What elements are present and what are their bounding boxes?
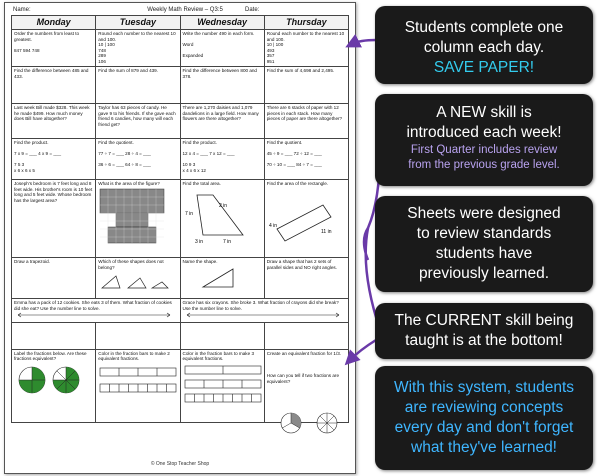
cell-r5-thu	[264, 180, 348, 258]
callout-line: Sheets were designed	[407, 205, 561, 222]
cell-r1-wed	[180, 30, 264, 67]
day-tuesday: Tuesday	[96, 16, 180, 30]
cell-text: What is the area of the figure?	[98, 181, 160, 186]
cell-text: Name the shape.	[182, 259, 218, 264]
cell-text: Grace has six crayons. She broke 3. What fraction of crayons did she break? Use the number line to solve.	[182, 300, 339, 311]
shapes-figure	[98, 270, 170, 292]
cell-r1-thu	[264, 30, 348, 67]
cell-r1-tue	[96, 30, 180, 67]
cell-r3-mon: Last week Bill made $328. This week he made $499. How much money does Bill have altogether?	[12, 104, 96, 139]
cell-r2-thu: Find the sum of 4,698 and 2,495.	[264, 67, 348, 104]
cell-text: Write the number 490 in each form. Word Expanded	[182, 31, 255, 59]
callout-system	[375, 366, 593, 470]
cell-text: Find the quotient. 77 ÷ 7 = ___ 28 ÷ 4 = ___ 36 ÷ 6 = ___ 64 ÷ 8 = ___	[98, 140, 151, 168]
cell-r5-wed	[180, 180, 264, 258]
cell-r7-left	[12, 299, 181, 323]
cell-r8-wed	[180, 322, 264, 349]
cell-text: Create an equivalent fraction for 1/3. How can you tell if two fractions are equivalent?	[266, 350, 342, 384]
cell-text: Round each number to the nearest 10 and 100. 10 | 100 748 289 106	[98, 31, 176, 64]
cell-text: Find the total area.	[182, 181, 221, 186]
callout-line: are reviewing concepts	[404, 399, 564, 416]
cell-r4-tue	[96, 139, 180, 180]
cell-r3-thu: There are 6 stacks of paper with 12 pieces in each stack. How many pieces of paper are there altogether?	[264, 104, 348, 139]
fraction-circles	[14, 362, 86, 402]
cell-r8-thu	[264, 322, 348, 349]
cell-r6-tue	[96, 258, 180, 299]
cell-text: Find the area of the rectangle.	[266, 181, 329, 186]
weekly-review-table	[11, 15, 349, 423]
cell-r5-tue	[96, 180, 180, 258]
callout-new-skill	[375, 94, 593, 186]
worksheet	[4, 2, 356, 474]
triangle-figure	[183, 265, 255, 289]
cell-r6-wed	[180, 258, 264, 299]
callout-line: column each day.	[423, 39, 545, 56]
callout-line: introduced each week!	[406, 124, 562, 141]
callout-line: previously learned.	[418, 265, 550, 282]
callout-line: A NEW skill is	[436, 104, 532, 121]
cell-r2-mon: Find the difference between 485 and 433.	[12, 67, 96, 104]
callout-line: With this system, students	[393, 379, 575, 396]
cell-r5-mon: Joseph's bedroom is 7 feet long and 8 feet wide. His brother's room is 10 feet long and 5 feet wide. Whose bedroom has the largest area?	[12, 180, 96, 258]
cell-r8-tue	[96, 322, 180, 349]
cell-r9-mon	[12, 349, 96, 422]
callout-line: taught is at the bottom!	[405, 332, 563, 349]
cell-r3-tue: Taylor has 63 pieces of candy. He gave 9 to his friends. If she gave each friend 6 candies, how many will each friend get?	[96, 104, 180, 139]
cell-r6-thu: Draw a shape that has 2 sets of parallel sides and NO right angles.	[264, 258, 348, 299]
cell-text: Find the product. 12 x 4 = ___ 7 x 12 = ___ 10 9 3 x 4 x 6 x 12	[182, 140, 235, 173]
cell-r4-thu	[264, 139, 348, 180]
cell-text: Emma has a pack of 12 cookies. She eats 3 of them. What fraction of cookies did she eat? Use the number line to solve.	[14, 300, 172, 311]
cell-r3-wed: There are 1,270 daisies and 1,079 dandelions in a large field. How many flowers are there altogether?	[180, 104, 264, 139]
callout-line: Students complete one	[404, 19, 564, 36]
callout-line: students have	[435, 245, 533, 262]
cell-text: Round each number to the nearest 10 and 100. 10 | 100 493 357 951	[266, 31, 345, 64]
cell-r4-wed	[180, 139, 264, 180]
callout-line: every day and don't forget	[394, 419, 574, 436]
callout-save-paper	[375, 6, 593, 84]
worksheet-title: Weekly Math Review – Q3:5	[147, 7, 223, 13]
dim-label-b: 2 in	[218, 202, 227, 209]
name-label: Name:	[13, 7, 31, 13]
dim-label-c: 3 in	[194, 238, 203, 245]
rect-width-label: 11 in	[320, 228, 332, 235]
day-wednesday: Wednesday	[180, 16, 264, 30]
callout-line: SAVE PAPER!	[433, 59, 535, 76]
dim-label-d: 7 in	[222, 238, 231, 245]
number-line-right	[183, 311, 343, 319]
date-label: Date:	[245, 7, 260, 13]
day-monday: Monday	[12, 16, 96, 30]
cell-r9-tue	[96, 349, 180, 422]
cell-r6-mon: Draw a trapezoid.	[12, 258, 96, 299]
callout-line: The CURRENT skill being	[394, 312, 574, 329]
cell-r7-right	[180, 299, 349, 323]
cell-r1-mon	[12, 30, 96, 67]
callout-line: to review standards	[416, 225, 552, 242]
l-shape-figure	[183, 187, 255, 245]
callout-line: what they've learned!	[411, 439, 557, 456]
cell-r2-tue: Find the sum of 879 and 439.	[96, 67, 180, 104]
cell-text: Find the product. 7 x 9 = ___ 4 x 9 = ___ 7 5 3 x 6 x 6 x 5	[14, 140, 61, 173]
cell-text: Find the quotient. 45 ÷ 9 = ___ 72 ÷ 12 = ___ 70 ÷ 10 = ___ 84 ÷ 7 = ___	[266, 140, 322, 168]
callout-review-standards	[375, 196, 593, 292]
cell-r4-mon	[12, 139, 96, 180]
dim-label-a: 7 in	[184, 210, 193, 217]
cell-r2-wed: Find the difference between 800 and 378.	[180, 67, 264, 104]
thirds-circles	[279, 411, 349, 437]
cell-r9-wed	[180, 349, 264, 422]
copyright: © One Stop Teacher Shop	[150, 461, 210, 467]
cell-r8-mon	[12, 322, 96, 349]
callout-line: from the previous grade level.	[408, 159, 560, 171]
fraction-bars-3	[183, 362, 263, 406]
cell-text: Color in the fraction bars to make 3 equivalent fractions.	[182, 350, 254, 362]
number-line-left	[14, 311, 174, 319]
callout-current-skill	[375, 303, 593, 359]
area-grid-figure	[98, 187, 170, 247]
cell-text: Label the fractions below. Are these fractions equivalent?	[14, 350, 87, 362]
cell-text: Color in the fraction bars to make 2 equivalent fractions.	[98, 350, 170, 362]
cell-text: Which of these shapes does not belong?	[98, 259, 164, 270]
callout-line: First Quarter includes review	[410, 144, 558, 156]
day-thursday: Thursday	[264, 16, 348, 30]
rectangle-figure	[267, 187, 339, 243]
rect-height-label: 4 in	[268, 222, 277, 229]
fraction-bars-2	[98, 362, 178, 402]
cell-text: Order the numbers from least to greatest. 847 594 748	[14, 31, 80, 53]
